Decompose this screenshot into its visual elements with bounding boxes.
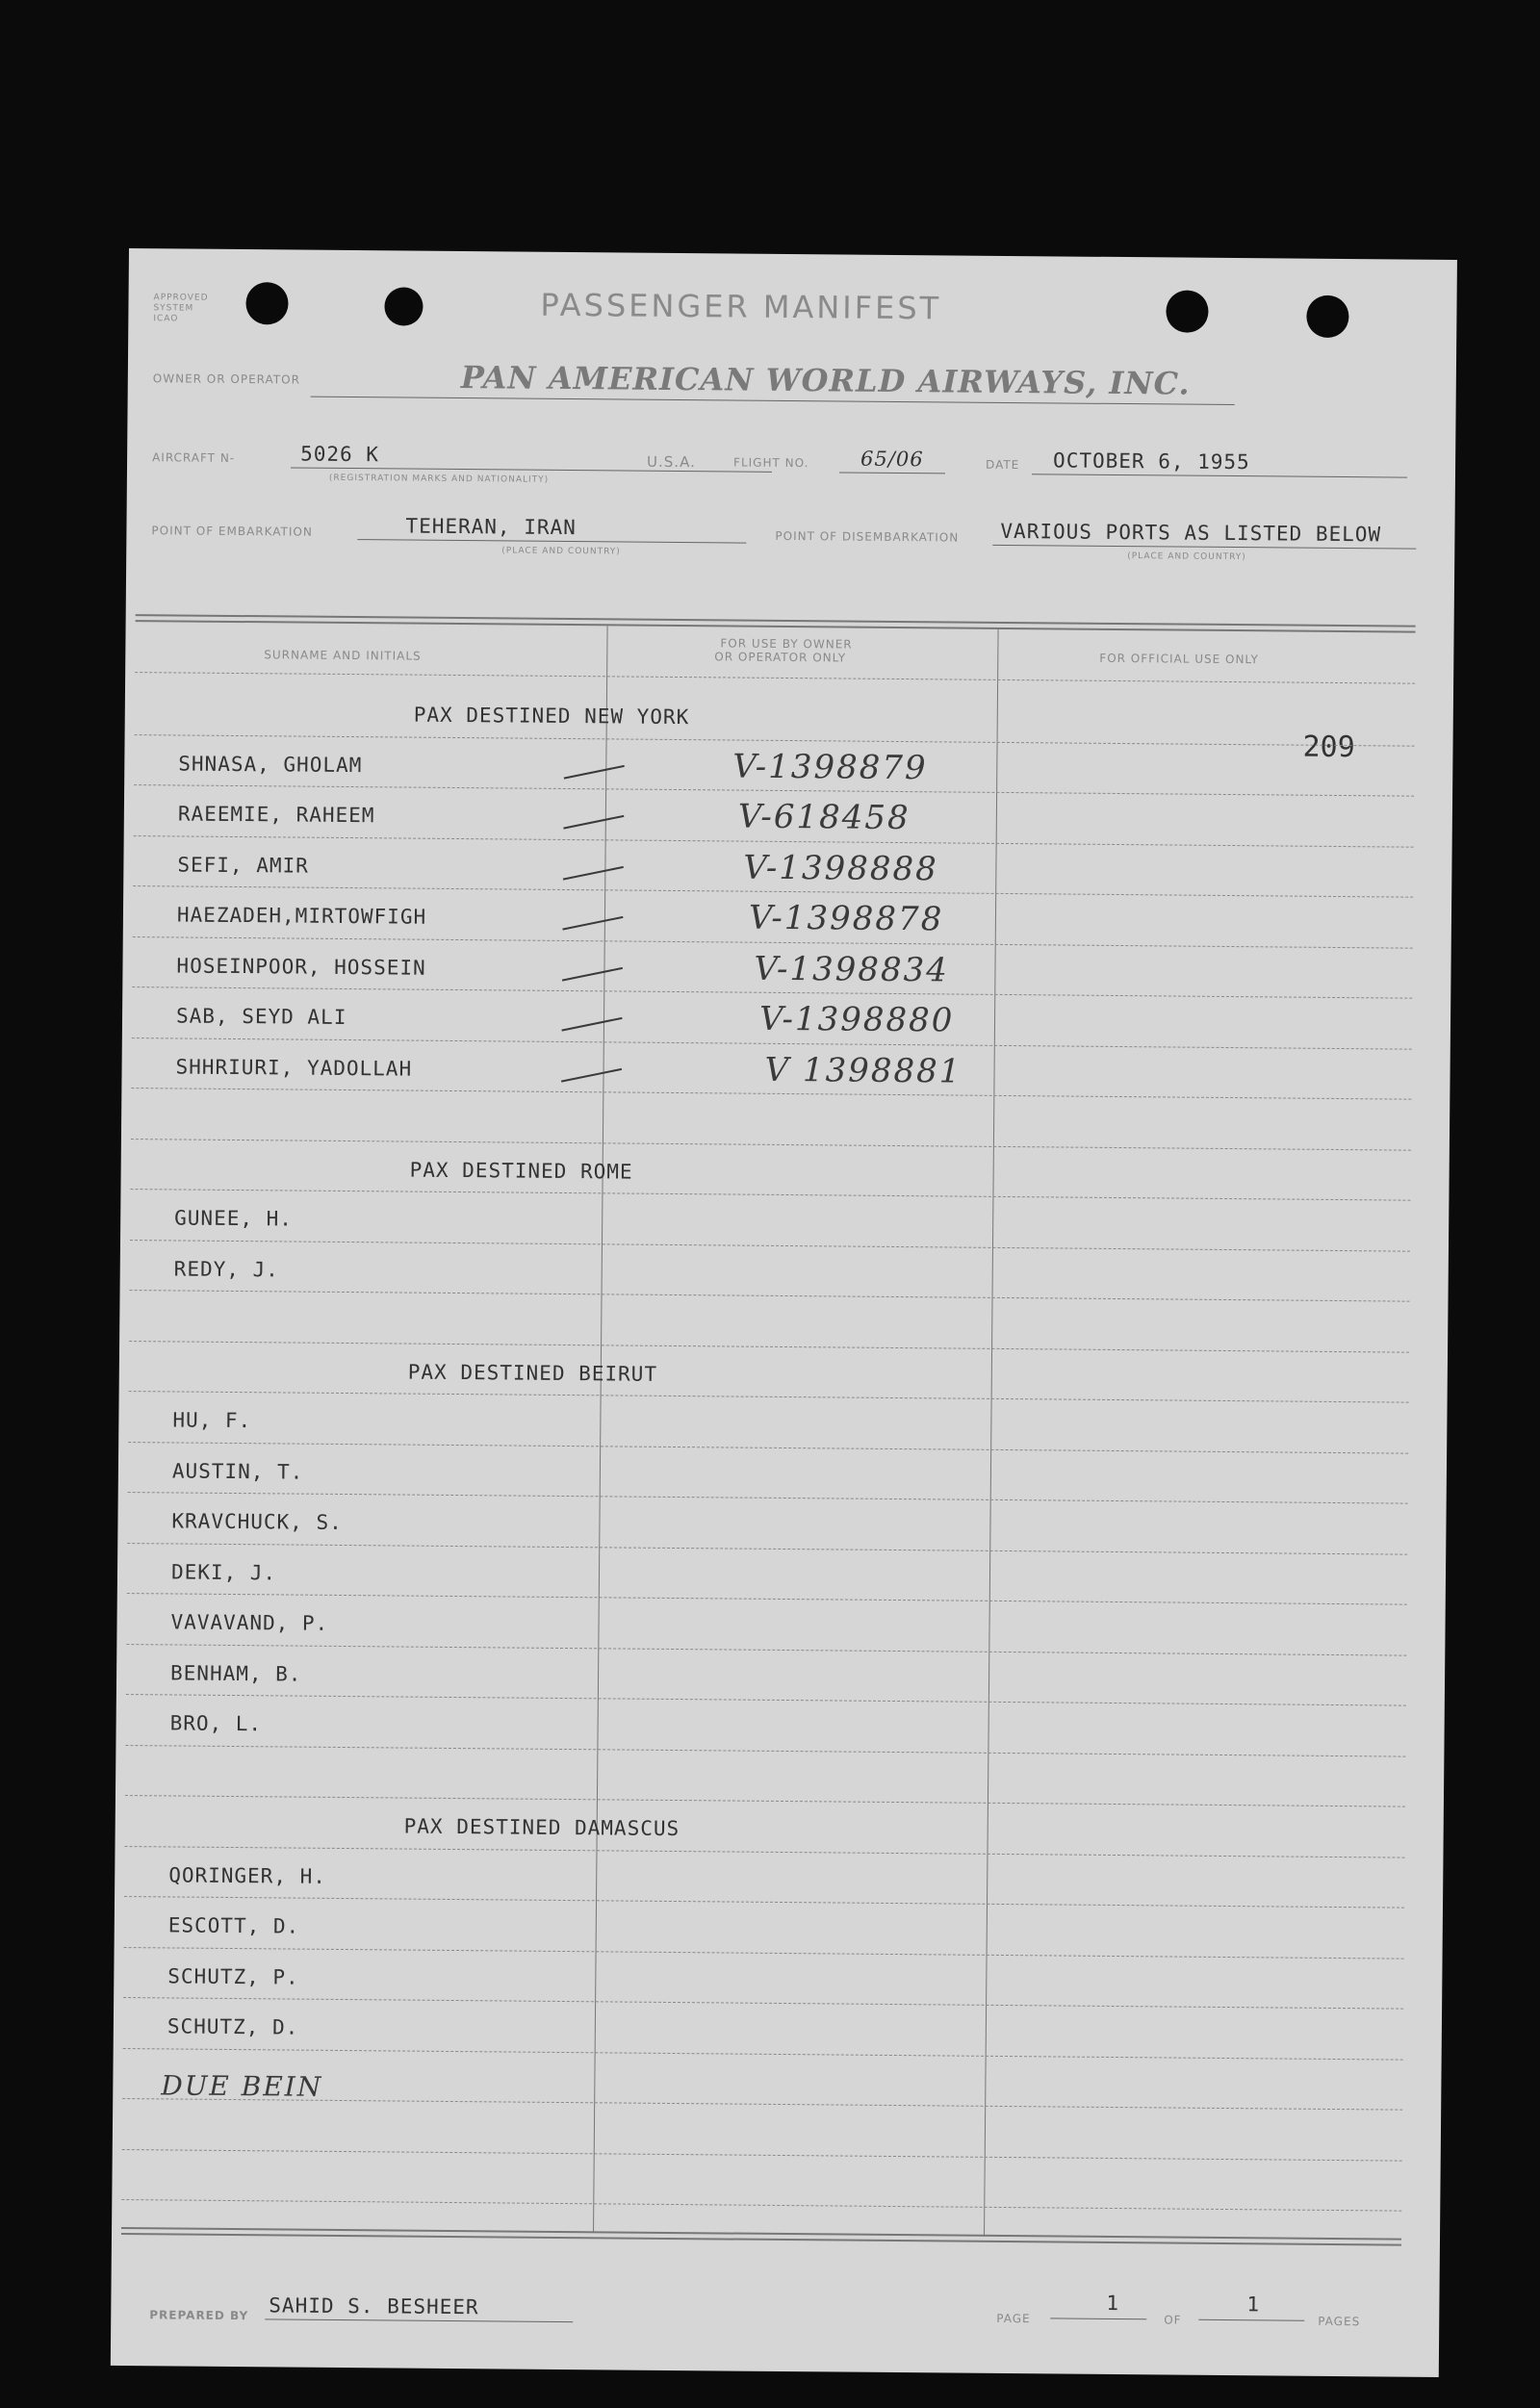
- passenger-name: VAVAVAND, P.: [170, 1610, 329, 1635]
- check-mark: [563, 815, 624, 830]
- row-rule: [134, 784, 1414, 797]
- passenger-name: REDY, J.: [173, 1256, 280, 1281]
- page-value: 1: [1106, 2291, 1120, 2316]
- prepared-by-value: SAHID S. BESHEER: [269, 2293, 479, 2319]
- passenger-name: AUSTIN, T.: [171, 1458, 304, 1484]
- row-rule: [129, 1341, 1409, 1353]
- group-heading: PAX DESTINED NEW YORK: [413, 703, 690, 730]
- country-value: U.S.A.: [647, 452, 696, 472]
- page-label: PAGE: [996, 2311, 1031, 2326]
- prepared-label: PREPARED BY: [149, 2308, 249, 2323]
- date-value: OCTOBER 6, 1955: [1053, 448, 1250, 474]
- disembark-label: POINT OF DISEMBARKATION: [775, 528, 960, 545]
- owner-operator-value: PAN AMERICAN WORLD AIRWAYS, INC.: [460, 359, 1191, 402]
- date-underline: [1032, 474, 1407, 477]
- flight-label: FLIGHT NO.: [733, 455, 809, 471]
- column-divider: [593, 626, 608, 2233]
- check-mark: [564, 764, 625, 779]
- flight-underline: [839, 472, 945, 474]
- pages-label: PAGES: [1318, 2314, 1361, 2329]
- check-mark: [562, 916, 623, 931]
- passenger-name: SCHUTZ, D.: [167, 2014, 299, 2039]
- table-bottom-rule-2: [121, 2233, 1401, 2246]
- date-label: DATE: [986, 457, 1020, 473]
- row-rule: [130, 1189, 1410, 1201]
- of-value: 1: [1246, 2293, 1261, 2317]
- check-mark: [561, 1067, 622, 1082]
- header-bottom-rule: [135, 672, 1415, 684]
- passenger-name: SAB, SEYD ALI: [175, 1004, 347, 1030]
- row-rule: [131, 1088, 1411, 1100]
- passenger-name: HAEZADEH,MIRTOWFIGH: [176, 903, 427, 929]
- punch-hole: [1306, 295, 1348, 338]
- table-top-rule-2: [136, 620, 1416, 633]
- visa-number: V-1398878: [748, 898, 944, 939]
- passenger-name: DEKI, J.: [170, 1559, 277, 1584]
- row-rule: [125, 1795, 1405, 1807]
- passenger-name: SCHUTZ, P.: [167, 1963, 299, 1989]
- row-rule: [126, 1644, 1406, 1656]
- row-rule: [133, 885, 1413, 898]
- form-title: PASSENGER MANIFEST: [540, 286, 942, 327]
- embark-underline: [357, 539, 746, 544]
- embark-value: TEHERAN, IRAN: [405, 514, 577, 540]
- check-mark: [562, 966, 623, 981]
- of-label: OF: [1164, 2313, 1182, 2327]
- row-rule: [132, 986, 1412, 999]
- visa-number: V-1398879: [732, 746, 928, 787]
- embark-sublabel: (PLACE AND COUNTRY): [501, 546, 621, 557]
- passenger-name: SEFI, AMIR: [177, 852, 309, 878]
- prepared-underline: [265, 2318, 573, 2322]
- visa-number: V 1398881: [764, 1050, 962, 1091]
- aircraft-underline: [291, 467, 772, 472]
- passenger-name: QORINGER, H.: [168, 1862, 327, 1888]
- row-rule: [126, 1694, 1406, 1706]
- row-rule: [134, 835, 1414, 848]
- row-rule: [128, 1492, 1408, 1504]
- row-rule: [135, 734, 1415, 747]
- of-underline: [1198, 2319, 1304, 2321]
- passenger-name: KRAVCHUCK, S.: [171, 1509, 343, 1534]
- passenger-name: SHHRIURI, YADOLLAH: [175, 1054, 413, 1081]
- group-heading: PAX DESTINED DAMASCUS: [403, 1814, 680, 1841]
- row-rule: [123, 1997, 1403, 2010]
- aircraft-value: 5026 K: [300, 442, 380, 467]
- passenger-name: HOSEINPOOR, HOSSEIN: [176, 953, 426, 980]
- disembark-value: VARIOUS PORTS AS LISTED BELOW: [1000, 519, 1382, 547]
- check-mark: [563, 865, 624, 880]
- manifest-page: [111, 248, 1457, 2377]
- approval-text: APPROVED SYSTEM ICAO: [153, 293, 209, 324]
- embark-label: POINT OF EMBARKATION: [151, 524, 313, 539]
- row-rule: [125, 1745, 1405, 1757]
- row-rule: [123, 2048, 1403, 2061]
- row-rule: [133, 936, 1413, 949]
- page-underline: [1050, 2318, 1146, 2319]
- punch-hole: [245, 282, 288, 324]
- visa-number: V-618458: [737, 797, 911, 838]
- visa-number: V-1398880: [758, 999, 955, 1040]
- handwritten-note: DUE BEIN: [161, 2069, 323, 2103]
- passenger-name: RAEEMIE, RAHEEM: [177, 802, 375, 828]
- passenger-name: SHNASA, GHOLAM: [178, 751, 363, 777]
- row-rule: [130, 1290, 1410, 1302]
- passenger-name: HU, F.: [172, 1408, 252, 1433]
- punch-hole: [1166, 290, 1208, 332]
- col-header-owner-use-2: OR OPERATOR ONLY: [714, 650, 847, 665]
- group-heading: PAX DESTINED BEIRUT: [407, 1360, 658, 1386]
- row-rule: [121, 2199, 1401, 2212]
- punch-hole: [384, 287, 423, 325]
- row-rule: [124, 1896, 1404, 1908]
- col-header-owner-use-1: FOR USE BY OWNER: [720, 636, 853, 652]
- group-heading: PAX DESTINED ROME: [409, 1158, 633, 1184]
- row-rule: [132, 1037, 1412, 1050]
- official-stamp-number: 209: [1302, 730, 1355, 765]
- flight-value: 65/06: [860, 447, 924, 472]
- row-rule: [124, 1947, 1404, 1960]
- owner-label: OWNER OR OPERATOR: [152, 371, 301, 387]
- passenger-name: ESCOTT, D.: [167, 1913, 300, 1938]
- aircraft-sublabel: (REGISTRATION MARKS AND NATIONALITY): [328, 473, 550, 485]
- row-rule: [130, 1240, 1410, 1252]
- passenger-name: GUNEE, H.: [174, 1206, 294, 1231]
- row-rule: [127, 1593, 1407, 1605]
- visa-number: V-1398834: [754, 949, 950, 989]
- row-rule: [125, 1846, 1405, 1858]
- column-divider: [984, 629, 999, 2237]
- disembark-sublabel: (PLACE AND COUNTRY): [1127, 551, 1246, 563]
- row-rule: [128, 1442, 1408, 1454]
- row-rule: [122, 2149, 1402, 2162]
- aircraft-label: AIRCRAFT N-: [152, 450, 236, 465]
- visa-number: V-1398888: [743, 848, 938, 888]
- passenger-name: BRO, L.: [169, 1711, 263, 1736]
- col-header-surname: SURNAME AND INITIALS: [264, 648, 422, 663]
- col-header-official: FOR OFFICIAL USE ONLY: [1099, 651, 1259, 667]
- passenger-name: BENHAM, B.: [169, 1660, 302, 1686]
- row-rule: [131, 1139, 1411, 1151]
- row-rule: [127, 1543, 1407, 1555]
- check-mark: [561, 1017, 622, 1032]
- row-rule: [129, 1391, 1409, 1403]
